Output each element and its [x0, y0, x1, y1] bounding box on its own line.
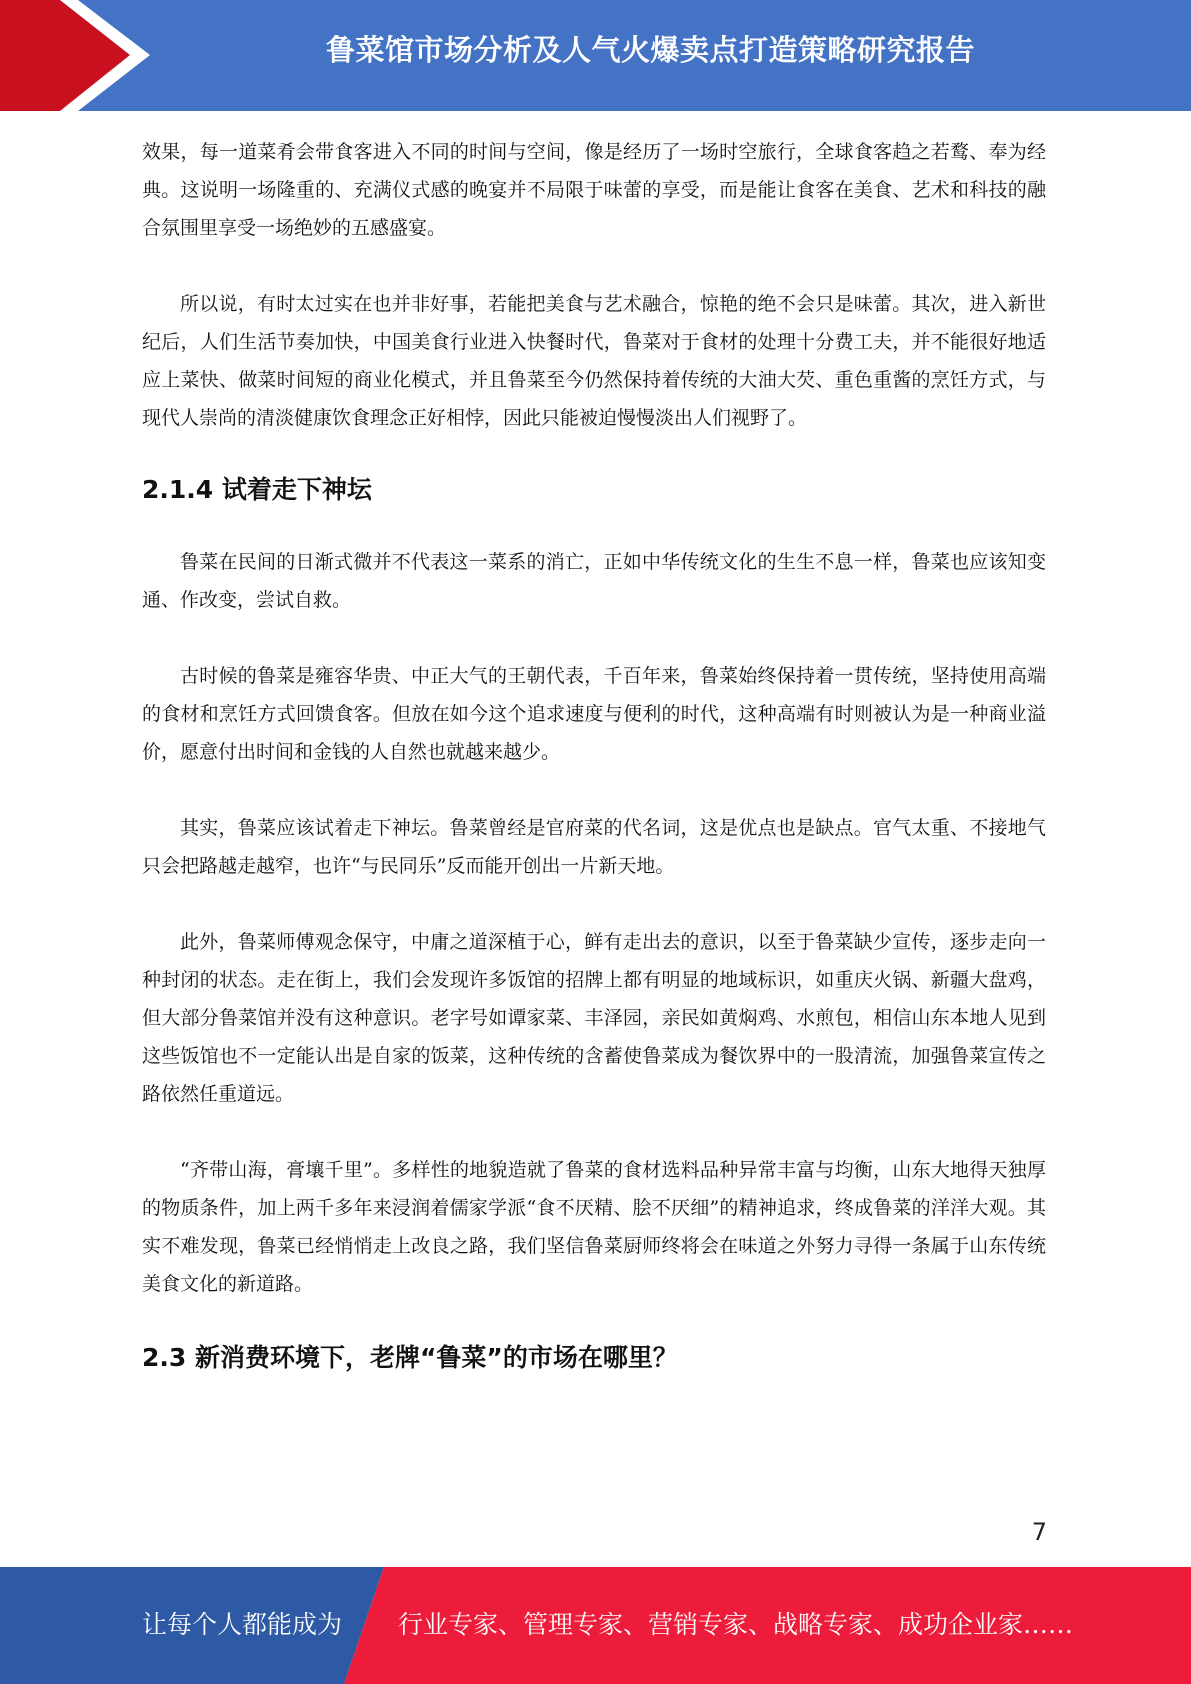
paragraph: 此外，鲁菜师傅观念保守，中庸之道深植于心，鲜有走出去的意识，以至于鲁菜缺少宣传，逐步走向一种封闭的状态。走在街上，我们会发现许多饭馆的招牌上都有明显的地域标识，如重庆火锅、新疆大盘鸡，但大部分鲁菜馆并没有这种意识。老字号如谭家菜、丰泽园，亲民如黄焖鸡、水煎包，相信山东本地人见到这些饭馆也不一定能认出是自家的饭菜，这种传统的含蓄使鲁菜成为餐饮界中的一股清流，加强鲁菜宣传之路依然任重道远。 [142, 931, 1046, 1105]
paragraph: 鲁菜在民间的日渐式微并不代表这一菜系的消亡，正如中华传统文化的生生不息一样，鲁菜也应该知变通、作改变，尝试自救。 [142, 551, 1046, 611]
paragraph: 效果，每一道菜肴会带食客进入不同的时间与空间，像是经历了一场时空旅行，全球食客趋之若鹜、奉为经典。这说明一场隆重的、充满仪式感的晚宴并不局限于味蕾的享受，而是能让食客在美食、艺术和科技的融合氛围里享受一场绝妙的五感盛宴。 [142, 141, 1046, 239]
paragraph: 其实，鲁菜应该试着走下神坛。鲁菜曾经是官府菜的代名词，这是优点也是缺点。官气太重、不接地气只会把路越走越窄，也许“与民同乐”反而能开创出一片新天地。 [142, 817, 1046, 877]
page-number: 7 [1031, 1518, 1047, 1546]
paragraph: “齐带山海，膏壤千里”。多样性的地貌造就了鲁菜的食材选料品种异常丰富与均衡，山东大地得天独厚的物质条件，加上两千多年来浸润着儒家学派“食不厌精、脍不厌细”的精神追求，终成鲁菜的洋洋大观。其实不难发现，鲁菜已经悄悄走上改良之路，我们坚信鲁菜厨师终将会在味道之外努力寻得一条属于山东传统美食文化的新道路。 [142, 1159, 1046, 1295]
main-content [142, 133, 1046, 1378]
footer-slogan-left: 让每个人都能成为 [142, 1610, 343, 1639]
page-footer [0, 1567, 1191, 1684]
header-title: 鲁菜馆市场分析及人气火爆卖点打造策略研究报告 [325, 33, 975, 67]
paragraph: 所以说，有时太过实在也并非好事，若能把美食与艺术融合，惊艳的绝不会只是味蕾。其次，进入新世纪后，人们生活节奏加快，中国美食行业进入快餐时代，鲁菜对于食材的处理十分费工夫，并不能很好地适应上菜快、做菜时间短的商业化模式，并且鲁菜至今仍然保持着传统的大油大芡、重色重酱的烹饪方式，与现代人崇尚的清淡健康饮食理念正好相悖，因此只能被迫慢慢淡出人们视野了。 [142, 293, 1046, 429]
section-heading: 2.1.4 试着走下神坛 [142, 475, 372, 504]
page-header [0, 0, 1191, 111]
footer-slogan-right: 行业专家、管理专家、营销专家、战略专家、成功企业家…… [398, 1610, 1074, 1639]
section-heading: 2.3 新消费环境下，老牌“鲁菜”的市场在哪里？ [142, 1343, 678, 1372]
paragraph: 古时候的鲁菜是雍容华贵、中正大气的王朝代表，千百年来，鲁菜始终保持着一贯传统，坚持使用高端的食材和烹饪方式回馈食客。但放在如今这个追求速度与便利的时代，这种高端有时则被认为是一种商业溢价，愿意付出时间和金钱的人自然也就越来越少。 [142, 665, 1046, 763]
